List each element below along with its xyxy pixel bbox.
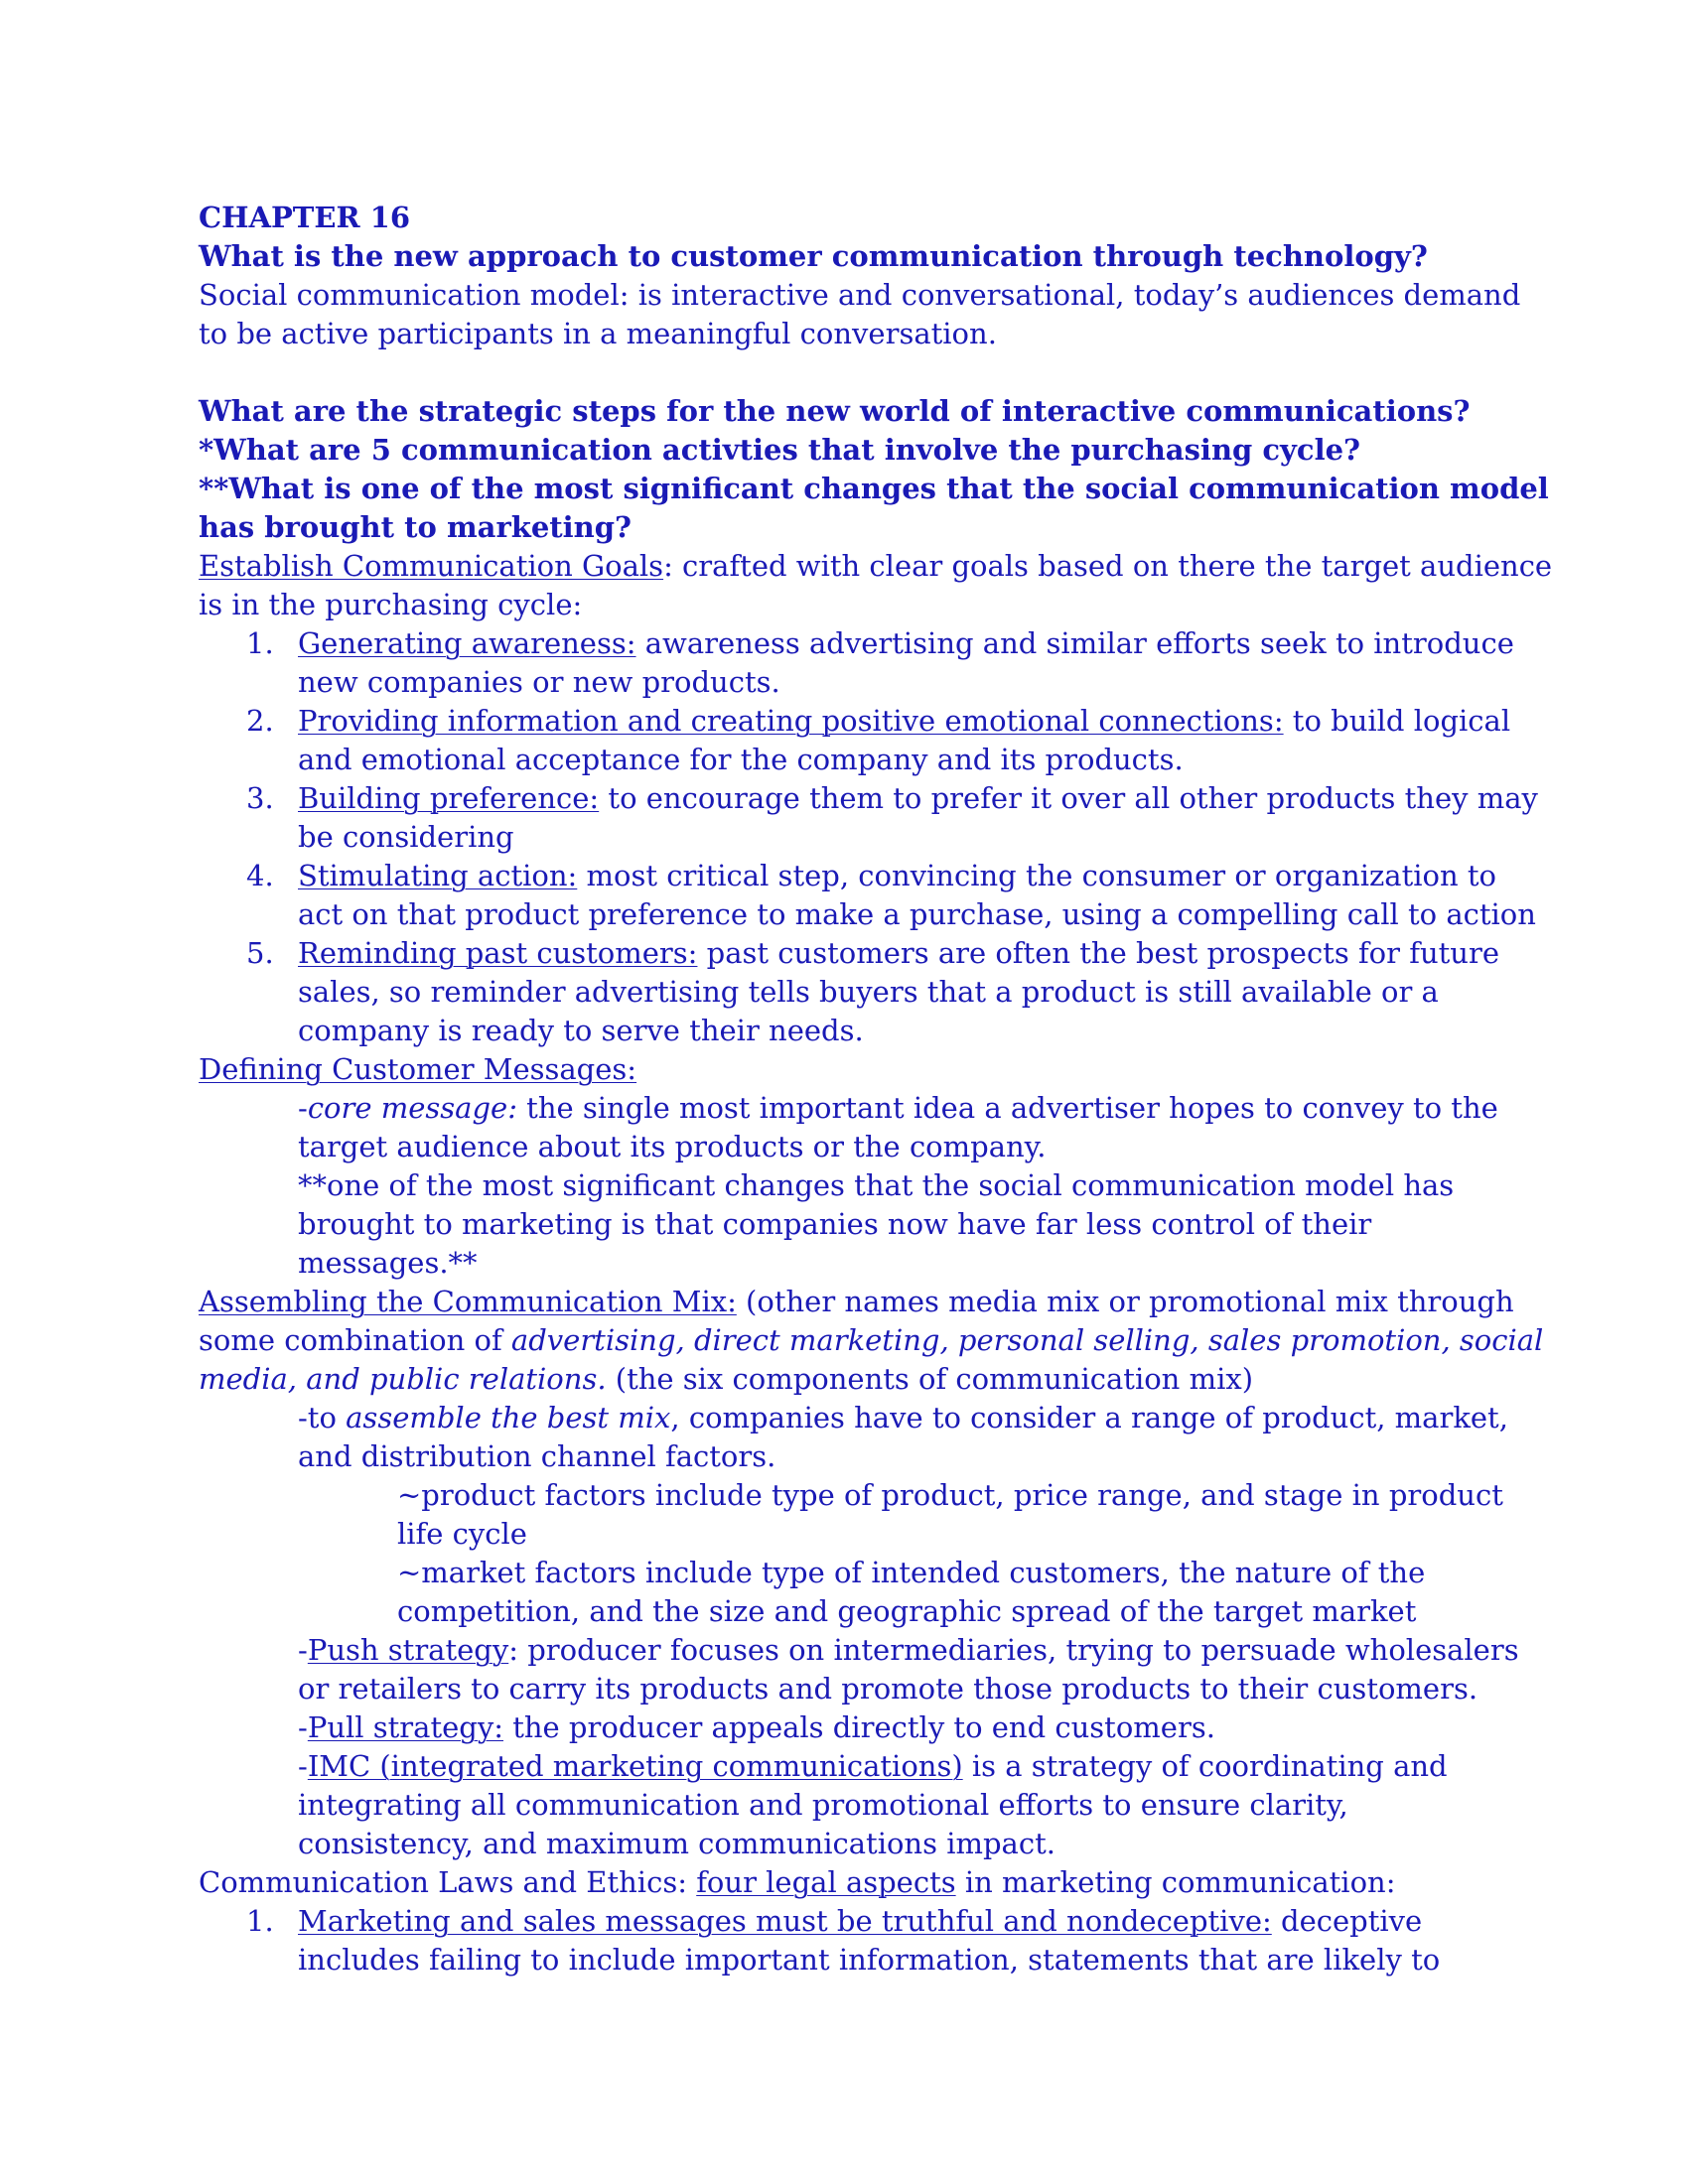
assemble-text: , companies have to consider a range of product, market,: [670, 1401, 1508, 1434]
mix-components: media, and public relations.: [199, 1362, 607, 1396]
pull-strategy-line: [199, 1708, 1499, 1747]
document-page: [199, 199, 1553, 1979]
assemble-line-2: and distribution channel factors.: [298, 1439, 776, 1473]
mix-heading: Assembling the Communication Mix:: [199, 1285, 737, 1318]
list-number: 1.: [246, 626, 274, 660]
list-item-label: Providing information and creating positive emotional connections:: [298, 704, 1284, 738]
market-factors-line-2: competition, and the size and geographic spread of the target market: [397, 1594, 1417, 1628]
list-item-text: deceptive: [1271, 1904, 1423, 1938]
laws-heading: Communication Laws and Ethics:: [199, 1865, 697, 1899]
goals-paragraph: [199, 547, 1553, 586]
list-item-text: to build logical: [1283, 704, 1511, 738]
list-item: [199, 702, 1511, 741]
imc-text: is a strategy of coordinating and: [962, 1749, 1448, 1783]
list-item: [199, 1902, 1499, 1941]
mix-text: (other names media mix or promotional mix through: [736, 1285, 1514, 1318]
blank-line: [199, 353, 1499, 392]
laws-paragraph: [199, 1863, 1499, 1902]
list-number: 1.: [246, 1904, 274, 1938]
list-item: [199, 857, 1499, 895]
push-strategy-line-2: or retailers to carry its products and promote those products to their customers.: [298, 1672, 1478, 1706]
imc-line-1: [199, 1747, 1499, 1786]
question-3: *What are 5 communication activties that involve the purchasing cycle?: [199, 433, 1361, 467]
question-1: What is the new approach to customer communication through technology?: [199, 239, 1428, 273]
pull-strategy-text: the producer appeals directly to end customers.: [503, 1710, 1215, 1744]
change-note-line-1: **one of the most significant changes that the social communication model has: [298, 1168, 1455, 1202]
list-item: [199, 779, 1538, 818]
dash: -: [298, 1091, 308, 1125]
core-message-text: the single most important idea a advertiser hopes to convey to the: [516, 1091, 1498, 1125]
dash: -: [298, 1710, 308, 1744]
list-item-continuation: new companies or new products.: [298, 665, 780, 699]
core-message-line-2: target audience about its products or the company.: [298, 1130, 1047, 1163]
list-item-continuation: sales, so reminder advertising tells buyers that a product is still available or a: [298, 975, 1439, 1009]
assemble-term: assemble the best mix: [346, 1401, 671, 1434]
pull-strategy-label: Pull strategy:: [307, 1710, 503, 1744]
list-item-label: Generating awareness:: [298, 626, 636, 660]
imc-line-2: integrating all communication and promotional efforts to ensure clarity,: [298, 1788, 1348, 1822]
list-item-label: Building preference:: [298, 781, 600, 815]
list-item-text: awareness advertising and similar efforts seek to introduce: [635, 626, 1514, 660]
goals-text-line-2: is in the purchasing cycle:: [199, 588, 583, 621]
market-factors-line-1: ~market factors include type of intended customers, the nature of the: [397, 1556, 1426, 1589]
mix-line-3: [199, 1360, 1499, 1399]
list-item-label: Stimulating action:: [298, 859, 578, 892]
goals-heading: Establish Communication Goals: [199, 549, 664, 583]
answer-1-line-1: Social communication model: is interactive and conversational, today’s audiences demand: [199, 278, 1521, 312]
list-item-text: past customers are often the best prospects for future: [697, 936, 1499, 970]
chapter-title: CHAPTER 16: [199, 201, 411, 234]
core-message-term: core message:: [307, 1091, 517, 1125]
list-item-text: to encourage them to prefer it over all other products they may: [599, 781, 1538, 815]
product-factors-line-1: ~product factors include type of product, price range, and stage in product: [397, 1478, 1503, 1512]
legal-aspects-term: four legal aspects: [696, 1865, 956, 1899]
assemble-text: -to: [298, 1401, 347, 1434]
list-item-continuation: company is ready to serve their needs.: [298, 1014, 864, 1047]
list-item-continuation: includes failing to include important information, statements that are likely to: [298, 1943, 1441, 1977]
messages-heading: Defining Customer Messages:: [199, 1052, 637, 1086]
list-item: [199, 624, 1514, 663]
list-item-label: Marketing and sales messages must be truthful and nondeceptive:: [298, 1904, 1272, 1938]
laws-text: in marketing communication:: [955, 1865, 1396, 1899]
list-number: 2.: [246, 704, 274, 738]
list-item-label: Reminding past customers:: [298, 936, 698, 970]
list-item-continuation: act on that product preference to make a purchase, using a compelling call to action: [298, 897, 1536, 931]
list-item-text: most critical step, convincing the consumer or organization to: [577, 859, 1496, 892]
mix-paragraph: [199, 1283, 1514, 1321]
list-item: [199, 934, 1499, 973]
mix-components: advertising, direct marketing, personal selling, sales promotion, social: [510, 1323, 1544, 1357]
mix-line-2: [199, 1321, 1544, 1360]
list-number: 3.: [246, 781, 274, 815]
question-2: What are the strategic steps for the new world of interactive communications?: [199, 394, 1471, 428]
goals-text: : crafted with clear goals based on there the target audience: [663, 549, 1553, 583]
mix-text: (the six components of communication mix): [606, 1362, 1254, 1396]
product-factors-line-2: life cycle: [397, 1517, 527, 1551]
list-number: 5.: [246, 936, 274, 970]
push-strategy-line-1: [199, 1631, 1519, 1670]
core-message-line-1: [199, 1089, 1499, 1128]
mix-text: some combination of: [199, 1323, 511, 1357]
question-4-line-1: **What is one of the most significant changes that the social communication model: [199, 472, 1549, 505]
list-item-continuation: be considering: [298, 820, 514, 854]
imc-line-3: consistency, and maximum communications impact.: [298, 1827, 1055, 1860]
imc-label: IMC (integrated marketing communications): [307, 1749, 963, 1783]
list-number: 4.: [246, 859, 274, 892]
list-item-continuation: and emotional acceptance for the company and its products.: [298, 743, 1184, 776]
change-note-line-2: brought to marketing is that companies now have far less control of their: [298, 1207, 1372, 1241]
answer-1-line-2: to be active participants in a meaningful conversation.: [199, 317, 997, 350]
question-4-line-2: has brought to marketing?: [199, 510, 633, 544]
change-note-line-3: messages.**: [298, 1246, 478, 1280]
push-strategy-text: : producer focuses on intermediaries, trying to persuade wholesalers: [508, 1633, 1519, 1667]
assemble-line-1: [199, 1399, 1508, 1437]
dash: -: [298, 1633, 308, 1667]
goals-list: [199, 624, 1538, 1050]
dash: -: [298, 1749, 308, 1783]
push-strategy-label: Push strategy: [307, 1633, 509, 1667]
